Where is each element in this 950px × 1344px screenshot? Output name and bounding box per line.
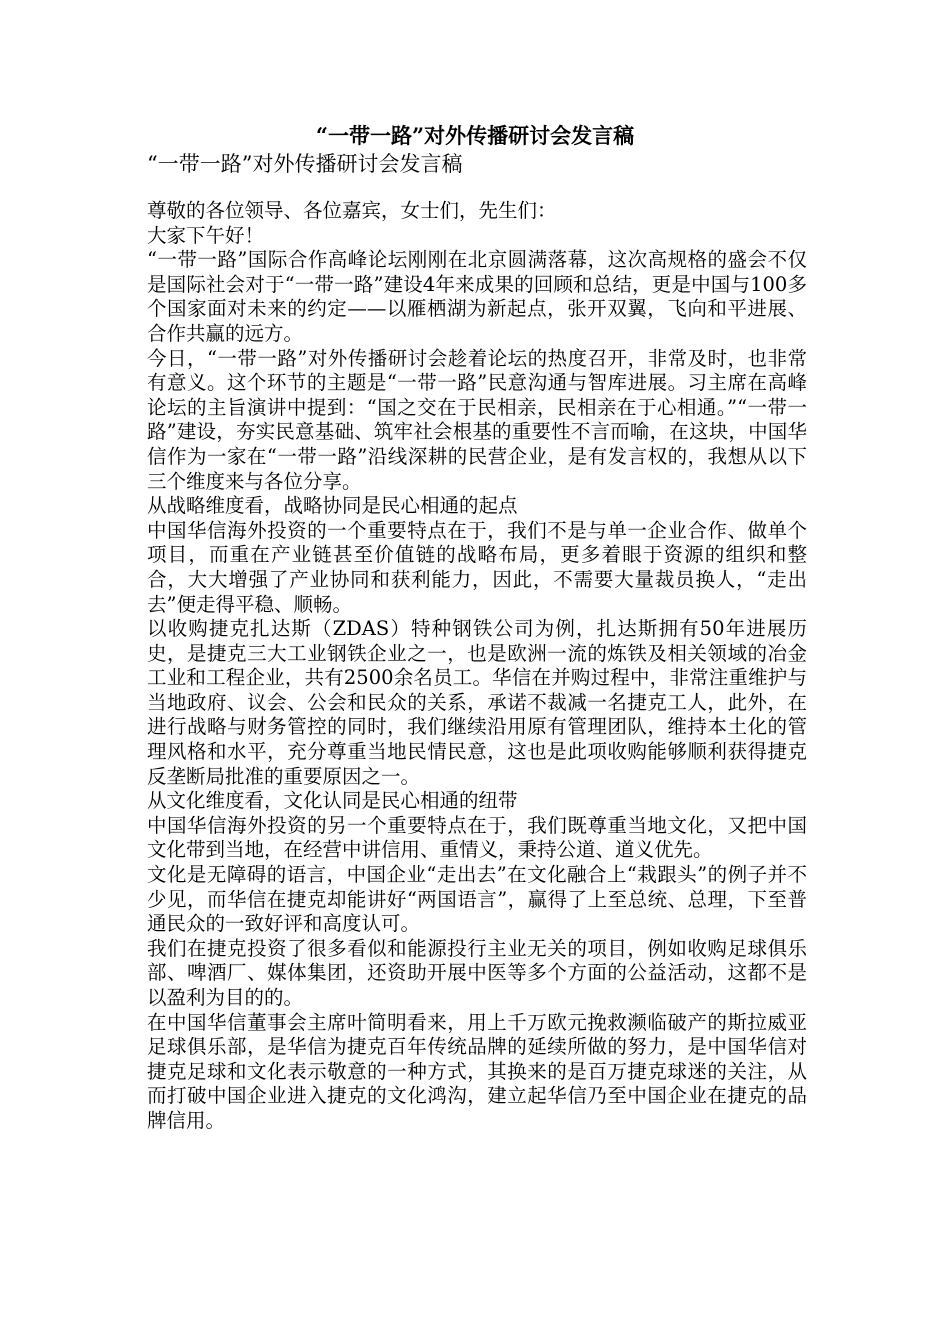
paragraph-strategy: 中国华信海外投资的一个重要特点在于，我们不是与单一企业合作、做单个项目，而重在产业链甚至价值链的战略布局，更多着眼于资源的组织和整合，大大增强了产业协同和获利能力，因此，不需要大量裁员换人，“走出去”便走得平稳、顺畅。 (147, 518, 807, 616)
document-subtitle: “一带一路”对外传播研讨会发言稿 (147, 152, 463, 176)
paragraph-forum-intro: “一带一路”国际合作高峰论坛刚刚在北京圆满落幕，这次高规格的盛会不仅是国际社会对于“一带一路”建设4年来成果的回顾和总结，更是中国与100多个国家面对未来的约定——以雁栖湖为新起点，张开双翼，飞向和平进展、合作共赢的远方。 (147, 248, 807, 345)
salutation: 尊敬的各位领导、各位嘉宾，女士们，先生们： (147, 199, 557, 222)
document-body (147, 199, 807, 1134)
paragraph-investments: 我们在捷克投资了很多看似和能源投行主业无关的项目，例如收购足球俱乐部、啤酒厂、媒体集团，还资助开展中医等多个方面的公益活动，这都不是以盈利为目的的。 (147, 936, 807, 1009)
paragraph-football-club: 在中国华信董事会主席叶简明看来，用上千万欧元挽救濒临破产的斯拉威亚足球俱乐部，是华信为捷克百年传统品牌的延续所做的努力，是中国华信对捷克足球和文化表示敬意的一种方式，其换来的是百万捷克球迷的关注，从而打破中国企业进入捷克的文化鸿沟，建立起华信乃至中国企业在捷克的品牌信用。 (147, 1010, 807, 1132)
section-heading-strategy: 从战略维度看，战略协同是民心相通的起点 (147, 494, 518, 518)
section-heading-culture: 从文化维度看，文化认同是民心相通的纽带 (147, 789, 518, 813)
greeting: 大家下午好！ (147, 223, 265, 247)
paragraph-seminar-theme: 今日，“一带一路”对外传播研讨会趁着论坛的热度召开，非常及时，也非常有意义。这个环节的主题是“一带一路”民意沟通与智库进展。习主席在高峰论坛的主旨演讲中提到：“国之交在于民相亲，民相亲在于心相通。”“一带一路”建设，夯实民意基础、筑牢社会根基的重要性不言而喻，在这块，中国华信作为一家在“一带一路”沿线深耕的民营企业，是有发言权的，我想从以下三个维度来与各位分享。 (147, 346, 807, 493)
document-title: “一带一路”对外传播研讨会发言稿 (315, 123, 635, 148)
paragraph-culture: 中国华信海外投资的另一个重要特点在于，我们既尊重当地文化，又把中国文化带到当地，在经营中讲信用、重情义，秉持公道、道义优先。 (147, 813, 807, 862)
paragraph-cultural-language: 文化是无障碍的语言，中国企业“走出去”在文化融合上“栽跟头”的例子并不少见，而华信在捷克却能讲好“两国语言”，赢得了上至总统、总理，下至普通民众的一致好评和高度认可。 (147, 863, 807, 936)
paragraph-zdas-example: 以收购捷克扎达斯（ZDAS）特种钢铁公司为例，扎达斯拥有50年进展历史，是捷克三大工业钢铁企业之一，也是欧洲一流的炼铁及相关领域的冶金工业和工程企业，共有2500余名员工。华信在并购过程中，非常注重维护与当地政府、议会、公会和民众的关系，承诺不裁减一名捷克工人，此外，在进行战略与财务管控的同时，我们继续沿用原有管理团队，维持本土化的管理风格和水平，充分尊重当地民情民意，这也是此项收购能够顺利获得捷克反垄断局批准的重要原因之一。 (147, 617, 807, 788)
